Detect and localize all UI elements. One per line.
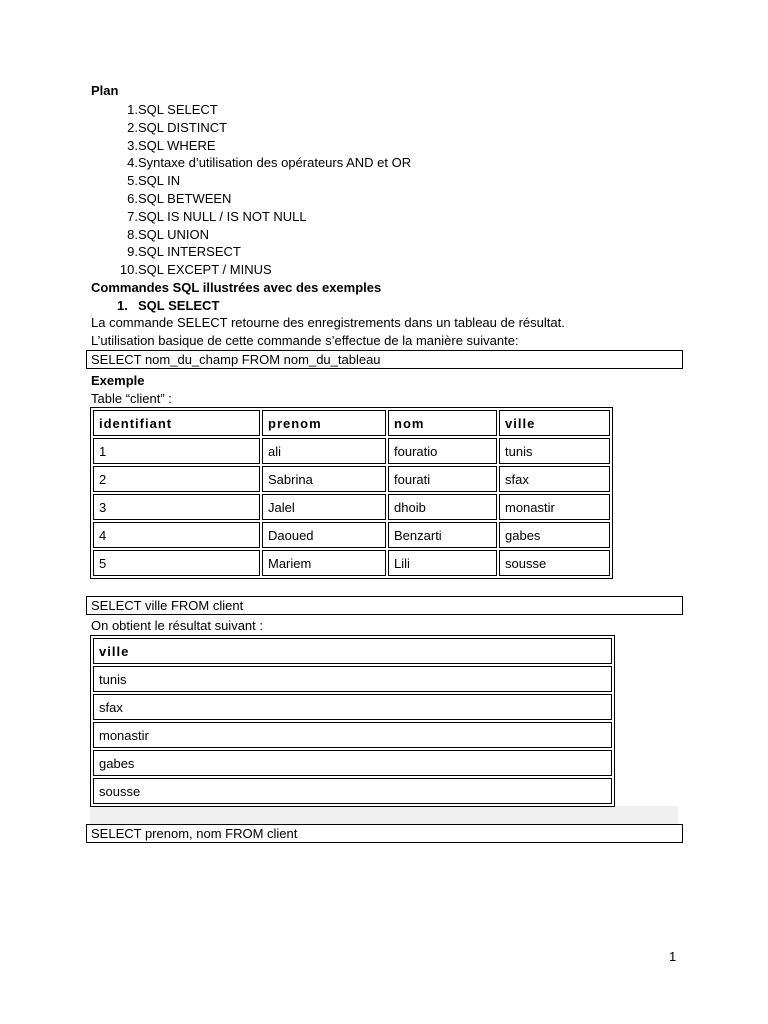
result-header-ville: ville: [93, 638, 612, 664]
plan-item-number: 4.: [127, 155, 138, 171]
result-table-row: [93, 722, 612, 748]
client-table-cell: dhoib: [388, 494, 497, 520]
result-table: [90, 635, 615, 807]
result-table-cell: sfax: [93, 694, 612, 720]
subsection-number: 1.: [117, 298, 128, 313]
plan-item: [112, 243, 241, 261]
client-table-cell: 1: [93, 438, 260, 464]
client-table-cell: Mariem: [262, 550, 386, 576]
plan-item-number: 9.: [127, 244, 138, 260]
plan-item-number: 5.: [127, 173, 138, 189]
plan-item-text: Syntaxe d’utilisation des opérateurs AND et OR: [138, 155, 412, 171]
plan-list: [112, 101, 412, 279]
plan-item: [112, 208, 307, 226]
client-table-row: [93, 466, 610, 492]
client-table-row: [93, 438, 610, 464]
client-header-ville: ville: [499, 410, 610, 436]
plan-item-text: SQL BETWEEN: [138, 190, 232, 206]
client-table-header-row: [93, 410, 610, 436]
client-table-cell: Sabrina: [262, 466, 386, 492]
plan-item: [112, 261, 272, 279]
client-table-cell: sfax: [499, 466, 610, 492]
client-table-cell: Lili: [388, 550, 497, 576]
shaded-area: [90, 806, 678, 824]
client-table-cell: 4: [93, 522, 260, 548]
client-table-row: [93, 494, 610, 520]
plan-item: [112, 190, 232, 208]
plan-item: [112, 172, 181, 190]
result-table-row: [93, 778, 612, 804]
result-table-row: [93, 694, 612, 720]
result-table-cell: monastir: [93, 722, 612, 748]
plan-item-text: SQL WHERE: [138, 137, 216, 153]
plan-item-text: SQL SELECT: [138, 102, 218, 117]
client-table-cell: sousse: [499, 550, 610, 576]
result-table-cell: sousse: [93, 778, 612, 804]
subsection-title: SQL SELECT: [138, 298, 220, 313]
plan-item-text: SQL INTERSECT: [138, 244, 241, 260]
result-table-row: [93, 750, 612, 776]
plan-item: [112, 226, 210, 244]
plan-title: Plan: [91, 83, 119, 98]
result-intro: On obtient le résultat suivant :: [91, 618, 263, 633]
plan-item: [112, 154, 412, 172]
client-table-cell: fourati: [388, 466, 497, 492]
plan-item-number: 2.: [127, 119, 138, 135]
client-table-row: [93, 550, 610, 576]
client-table-cell: Daoued: [262, 522, 386, 548]
result-table-cell: gabes: [93, 750, 612, 776]
client-table-cell: Benzarti: [388, 522, 497, 548]
client-table-cell: ali: [262, 438, 386, 464]
paragraph-select-usage: L’utilisation basique de cette commande s’effectue de la manière suivante:: [91, 333, 519, 348]
client-table-cell: 3: [93, 494, 260, 520]
client-table-cell: gabes: [499, 522, 610, 548]
plan-item-text: SQL DISTINCT: [138, 119, 228, 135]
client-table-cell: Jalel: [262, 494, 386, 520]
client-table-cell: 5: [93, 550, 260, 576]
plan-item: [112, 137, 216, 155]
example-label: Exemple: [91, 373, 145, 388]
table-caption: Table “client” :: [91, 391, 172, 406]
code-box-select-syntax: SELECT nom_du_champ FROM nom_du_tableau: [86, 350, 683, 369]
client-table-row: [93, 522, 610, 548]
plan-item-number: 8.: [127, 226, 138, 242]
plan-item-number: 3.: [127, 137, 138, 153]
client-header-nom: nom: [388, 410, 497, 436]
plan-item-text: SQL UNION: [138, 226, 210, 242]
client-table-cell: 2: [93, 466, 260, 492]
code-box-select-ville: SELECT ville FROM client: [86, 596, 683, 615]
plan-item-text: SQL IS NULL / IS NOT NULL: [138, 208, 307, 224]
client-table-cell: tunis: [499, 438, 610, 464]
client-table: [90, 407, 613, 579]
code-box-select-prenom-nom: SELECT prenom, nom FROM client: [86, 824, 683, 843]
plan-item: [112, 101, 218, 119]
plan-item-text: SQL IN: [138, 173, 181, 189]
client-header-identifiant: identifiant: [93, 410, 260, 436]
plan-item-text: SQL EXCEPT / MINUS: [138, 262, 272, 278]
result-table-header-row: [93, 638, 612, 664]
result-table-row: [93, 666, 612, 692]
client-table-cell: fouratio: [388, 438, 497, 464]
plan-item-number: 6.: [127, 190, 138, 206]
plan-item-number: 7.: [127, 208, 138, 224]
client-table-cell: monastir: [499, 494, 610, 520]
plan-item-number: 1.: [127, 102, 138, 117]
plan-item-number: 10.: [119, 262, 138, 278]
section-title: Commandes SQL illustrées avec des exemples: [91, 280, 382, 295]
plan-item: [112, 119, 228, 137]
page-number: 1: [669, 949, 677, 964]
result-table-cell: tunis: [93, 666, 612, 692]
paragraph-select-description: La commande SELECT retourne des enregistrements dans un tableau de résultat.: [91, 315, 565, 330]
client-header-prenom: prenom: [262, 410, 386, 436]
